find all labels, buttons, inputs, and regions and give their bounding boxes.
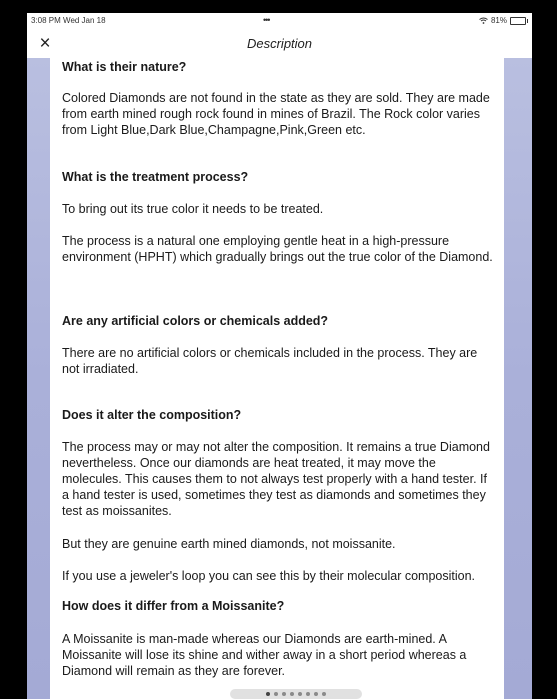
question-heading: How does it differ from a Moissanite? bbox=[62, 599, 285, 613]
answer-paragraph: But they are genuine earth mined diamonds, not moissanite. bbox=[62, 537, 396, 551]
status-indicators bbox=[479, 16, 526, 25]
battery-percent: 81% bbox=[490, 16, 507, 25]
question-heading: Does it alter the composition? bbox=[62, 408, 242, 422]
status-clock: 3:08 PM bbox=[31, 16, 61, 25]
answer-paragraph: A Moissanite is man-made whereas our Diamonds are earth-mined. A Moissanite will lose its shine and wither away in a short period whereas a Diamond will remain as they are forever. bbox=[62, 632, 467, 678]
page-dot[interactable] bbox=[290, 692, 294, 696]
background-panel-left bbox=[27, 58, 50, 699]
device-screen bbox=[27, 13, 532, 699]
wifi-icon bbox=[479, 17, 488, 24]
page-dot[interactable] bbox=[322, 692, 326, 696]
answer-paragraph: To bring out its true color it needs to be treated. bbox=[62, 202, 324, 216]
status-time bbox=[31, 16, 106, 25]
answer-paragraph: The process is a natural one employing gentle heat in a high-pressure environment (HPHT) which gradually brings out the true color of the Diamond. bbox=[62, 234, 493, 264]
page-dot[interactable] bbox=[266, 692, 270, 696]
answer-paragraph: The process may or may not alter the composition. It remains a true Diamond nevertheless. Once our diamonds are heat treated, it may move the molecules. This causes them to not always test properly with a hand tester. If a hand tester is used, sometimes they test as diamonds and sometimes they test as moissanites. bbox=[62, 440, 490, 518]
page-dot[interactable] bbox=[282, 692, 286, 696]
page-indicator[interactable] bbox=[230, 689, 362, 699]
multitasking-dots[interactable]: ••• bbox=[263, 15, 270, 25]
page-dot[interactable] bbox=[306, 692, 310, 696]
answer-paragraph: There are no artificial colors or chemicals included in the process. They are not irradiated. bbox=[62, 346, 478, 376]
status-date: Wed Jan 18 bbox=[63, 16, 106, 25]
page-dot[interactable] bbox=[298, 692, 302, 696]
answer-paragraph: If you use a jeweler's loop you can see this by their molecular composition. bbox=[62, 569, 476, 583]
page-dot[interactable] bbox=[314, 692, 318, 696]
background-panel-right bbox=[504, 58, 532, 699]
close-button[interactable]: × bbox=[39, 33, 51, 54]
modal-header bbox=[27, 31, 532, 58]
status-bar bbox=[27, 13, 532, 31]
page-dot[interactable] bbox=[274, 692, 278, 696]
description-content[interactable] bbox=[50, 58, 504, 699]
question-heading: Are any artificial colors or chemicals added? bbox=[62, 314, 329, 328]
battery-icon bbox=[510, 17, 526, 25]
page-title: Description bbox=[246, 36, 313, 51]
answer-paragraph: Colored Diamonds are not found in the state as they are sold. They are made from earth mined rough rock found in mines of Brazil. The Rock color varies from Light Blue,Dark Blue,Champagne,Pink,Green etc. bbox=[62, 91, 490, 137]
question-heading: What is the treatment process? bbox=[62, 170, 249, 184]
question-heading: What is their nature? bbox=[62, 60, 187, 74]
